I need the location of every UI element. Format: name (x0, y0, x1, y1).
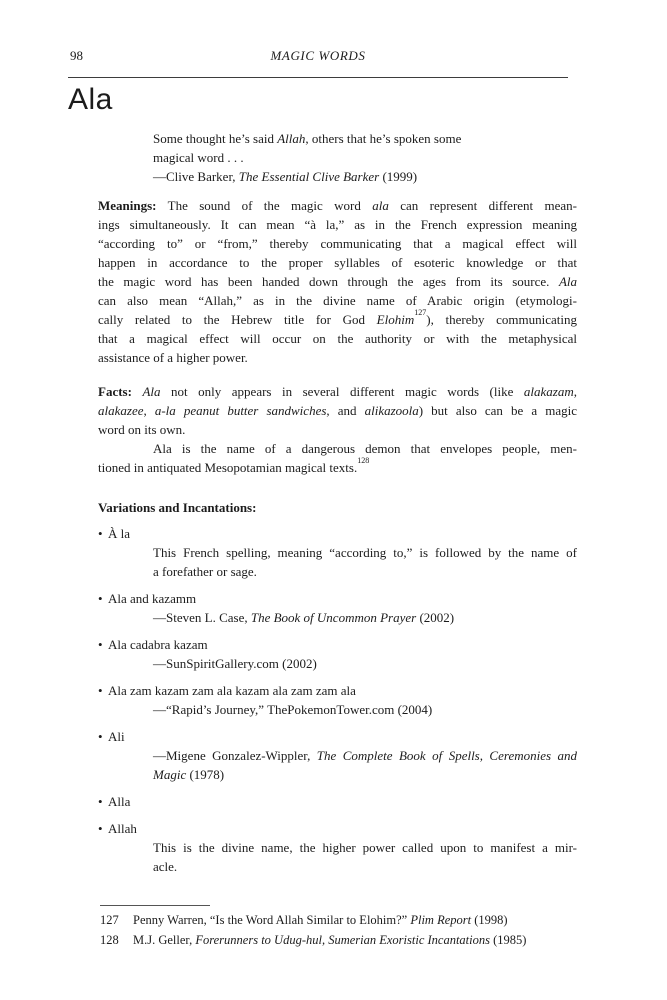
body-line: tioned in antiquated Mesopotamian magical texts.$^{128}$ (98, 456, 370, 475)
variation-term-text: Alla (108, 794, 131, 809)
variation-term-text: Ala and kazamm (108, 591, 197, 606)
list-item (98, 792, 577, 811)
variation-term-text: Allah (108, 821, 137, 836)
running-head: MAGIC WORDS (270, 48, 366, 63)
variation-attribution: —Steven L. Case, The Book of Uncommon Prayer (2002) (153, 610, 455, 625)
variation-term-text: Ala cadabra kazam (108, 637, 208, 652)
bullet-marker: • (98, 526, 103, 541)
bullet-marker: • (98, 591, 103, 606)
body-line: assistance of a higher power. (98, 350, 248, 365)
footnote-number: 128 (100, 933, 119, 947)
variation-note-line: This French spelling, meaning “according to,” is followed by the name of (153, 545, 577, 560)
header-rule (68, 77, 568, 78)
list-item (98, 524, 577, 581)
list-item (98, 681, 577, 719)
epigraph-attribution: —Clive Barker, The Essential Clive Barker (1999) (153, 169, 418, 184)
body-line: Meanings: The sound of the magic word ala can represent different mean- (98, 198, 577, 213)
variation-term (98, 524, 577, 543)
variation-attribution: —“Rapid’s Journey,” ThePokemonTower.com (2004) (153, 702, 433, 717)
facts-paragraph (98, 382, 577, 477)
body-line: ings simultaneously. It can mean “à la,” as in the French expression meaning (98, 217, 577, 232)
variation-term (98, 819, 577, 838)
body-line: alakazee, a-la peanut butter sandwiches, and alikazoola) but also can be a magic (98, 403, 577, 418)
page-number: 98 (70, 48, 83, 63)
variation-note-line: This is the divine name, the higher power called upon to manifest a mir- (153, 840, 577, 855)
body-line: “according to” or “from,” thereby communicating that a magical effect will (98, 236, 577, 251)
page-title: Ala (68, 83, 113, 116)
footnote (100, 910, 577, 930)
variation-term-text: À la (108, 526, 131, 541)
variation-attribution: Magic (1978) (153, 767, 225, 782)
variation-term-text: Ala zam kazam zam ala kazam ala zam zam ala (108, 683, 356, 698)
footnote-text: Penny Warren, “Is the Word Allah Similar to Elohim?” Plim Report (1998) (133, 913, 508, 927)
footnote-number: 127 (100, 913, 119, 927)
list-item (98, 819, 577, 876)
variation-term (98, 727, 577, 746)
list-item (98, 727, 577, 784)
variation-term (98, 589, 577, 608)
list-item (98, 589, 577, 627)
variation-term (98, 635, 577, 654)
epigraph-line: magical word . . . (153, 150, 244, 165)
footnote-text: M.J. Geller, Forerunners to Udug-hul, Sumerian Exoristic Incantations (1985) (133, 933, 527, 947)
variation-term-text: Ali (108, 729, 125, 744)
variation-term (98, 681, 577, 700)
epigraph (153, 129, 577, 186)
page-header (68, 48, 577, 64)
body-line: cally related to the Hebrew title for God Elohim$^{127}$), thereby communicating (98, 308, 578, 327)
body-line: Facts: Ala not only appears in several different magic words (like alakazam, (98, 384, 577, 399)
variation-note-line: acle. (153, 859, 178, 874)
bullet-marker: • (98, 729, 103, 744)
body-line: that a magical effect will occur on the authority or with the metaphysical (98, 331, 577, 346)
variation-attribution: —SunSpiritGallery.com (2002) (153, 656, 317, 671)
variation-attribution: —Migene Gonzalez-Wippler, The Complete Book of Spells, Ceremonies and (153, 748, 577, 763)
variation-note-line: a forefather or sage. (153, 564, 257, 579)
body-line: can also mean “Allah,” as in the divine name of Arabic origin (etymologi- (98, 293, 577, 308)
page-content (68, 48, 577, 876)
body-line: Ala is the name of a dangerous demon that envelopes people, men- (153, 441, 577, 456)
footnote (100, 930, 577, 950)
variation-term (98, 792, 577, 811)
bullet-marker: • (98, 683, 103, 698)
footnote-rule (100, 905, 210, 906)
bullet-marker: • (98, 821, 103, 836)
meanings-paragraph (98, 196, 577, 367)
bullet-marker: • (98, 637, 103, 652)
body-line: happen in accordance to the proper syllables of esoteric knowledge or that (98, 255, 577, 270)
footnotes (100, 905, 577, 950)
body-line: word on its own. (98, 422, 186, 437)
epigraph-line: Some thought he’s said Allah, others that he’s spoken some (153, 131, 462, 146)
body-line: the magic word has been handed down through the ages from its source. Ala (98, 274, 577, 289)
variations-list (98, 524, 577, 876)
bullet-marker: • (98, 794, 103, 809)
list-item (98, 635, 577, 673)
variations-heading: Variations and Incantations: (98, 500, 257, 515)
